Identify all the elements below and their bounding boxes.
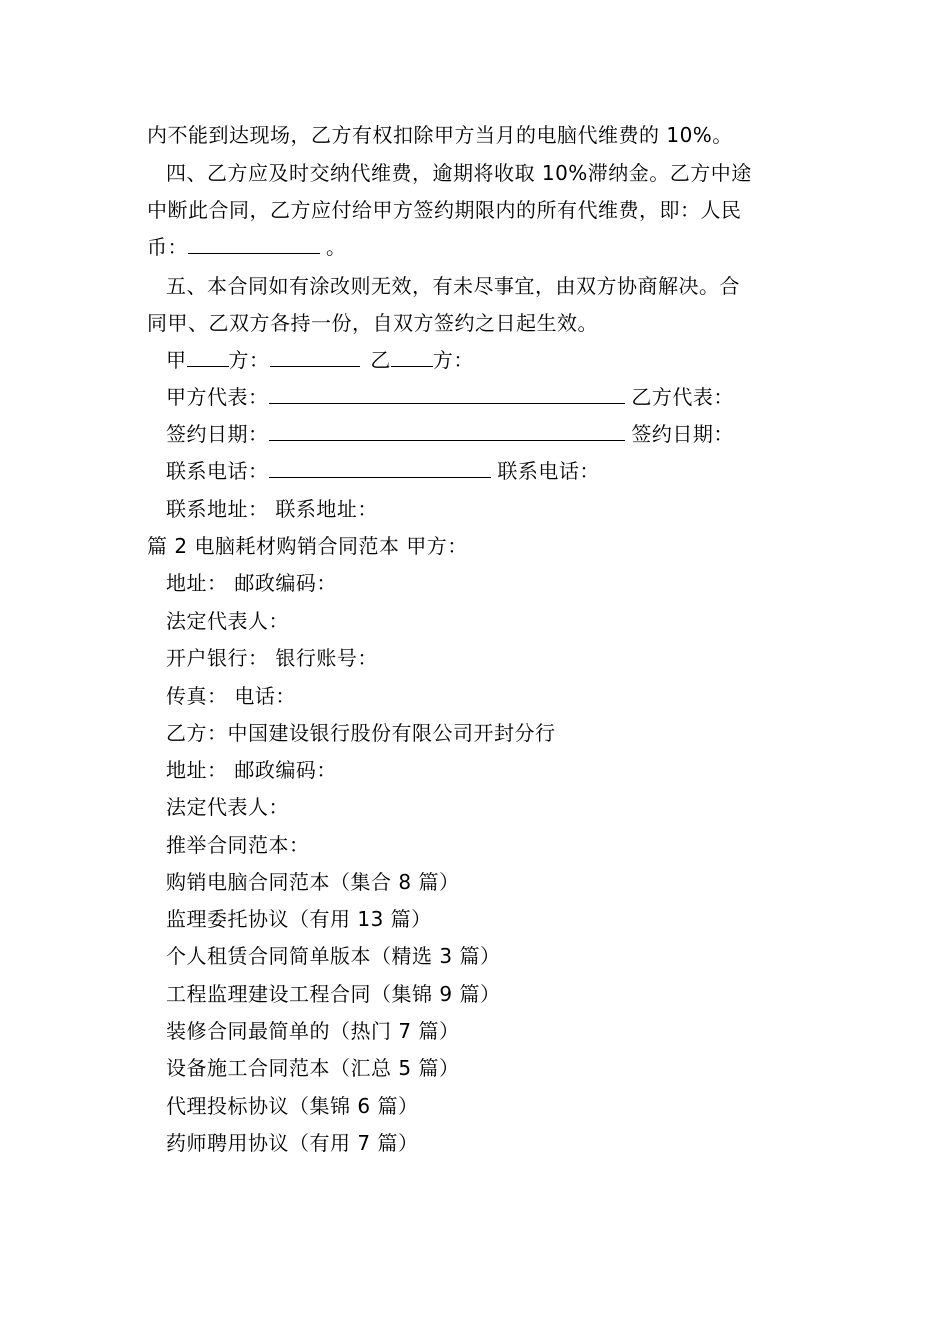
phone-blank [269, 457, 491, 478]
article-2-line: 传真： 电话： [166, 684, 296, 708]
party-a-char: 甲 [166, 348, 187, 372]
article-2-line: 地址： 邮政编码： [166, 571, 337, 595]
recommend-link[interactable]: 设备施工合同范本（汇总 5 篇） [166, 1056, 460, 1080]
recommend-link[interactable]: 代理投标协议（集锦 6 篇） [166, 1094, 419, 1118]
clause-4-line-3 [147, 233, 347, 261]
date-blank [269, 420, 625, 441]
amount-blank [188, 233, 320, 254]
rep-a-label: 甲方代表： [166, 385, 269, 409]
recommend-link[interactable]: 个人租赁合同简单版本（精选 3 篇） [166, 944, 501, 968]
period-mark: 。 [326, 235, 347, 259]
article-2-line: 乙方：中国建设银行股份有限公司开封分行 [166, 721, 556, 745]
clause-4-line-2: 中断此合同，乙方应付给甲方签约期限内的所有代维费，即：人民 [147, 198, 742, 222]
article-2-line: 地址： 邮政编码： [166, 758, 337, 782]
recommend-link[interactable]: 装修合同最简单的（热门 7 篇） [166, 1019, 460, 1043]
recommend-link[interactable]: 监理委托协议（有用 13 篇） [166, 907, 432, 931]
party-a-blank [187, 346, 229, 367]
party-row [166, 346, 474, 374]
clause-4-line-1: 四、乙方应及时交纳代维费，逾期将收取 10%滞纳金。乙方中途 [166, 161, 752, 185]
phone-row [166, 457, 600, 485]
phone-b-label: 联系电话： [497, 459, 600, 483]
sign-date-row [166, 420, 734, 448]
rep-blank [269, 383, 625, 404]
clause-5-line-1: 五、本合同如有涂改则无效，有未尽事宜，由双方协商解决。合 [166, 274, 740, 298]
clause-5-line-2: 同甲、乙双方各持一份，自双方签约之日起生效。 [147, 311, 598, 335]
recommend-link[interactable]: 工程监理建设工程合同（集锦 9 篇） [166, 982, 501, 1006]
party-a-name-blank [270, 346, 360, 367]
article-2-line: 法定代表人： [166, 795, 289, 819]
date-b-label: 签约日期： [631, 422, 734, 446]
article-2-line: 法定代表人： [166, 609, 289, 633]
rep-b-label: 乙方代表： [631, 385, 734, 409]
recommend-link[interactable]: 药师聘用协议（有用 7 篇） [166, 1131, 419, 1155]
currency-label: 币： [147, 235, 188, 259]
representative-row [166, 383, 734, 411]
clause-3-continuation: 内不能到达现场，乙方有权扣除甲方当月的电脑代维费的 10%。 [147, 123, 733, 147]
phone-a-label: 联系电话： [166, 459, 269, 483]
party-b-suffix: 方： [432, 348, 474, 372]
party-b-char: 乙 [370, 348, 391, 372]
address-row: 联系地址： 联系地址： [166, 497, 378, 521]
recommend-heading: 推举合同范本： [166, 833, 310, 857]
date-a-label: 签约日期： [166, 422, 269, 446]
article-2-heading: 篇 2 电脑耗材购销合同范本 甲方： [147, 534, 468, 558]
recommend-link[interactable]: 购销电脑合同范本（集合 8 篇） [166, 870, 460, 894]
party-b-blank [391, 346, 433, 367]
article-2-line: 开户银行： 银行账号： [166, 646, 378, 670]
party-a-suffix: 方： [228, 348, 270, 372]
